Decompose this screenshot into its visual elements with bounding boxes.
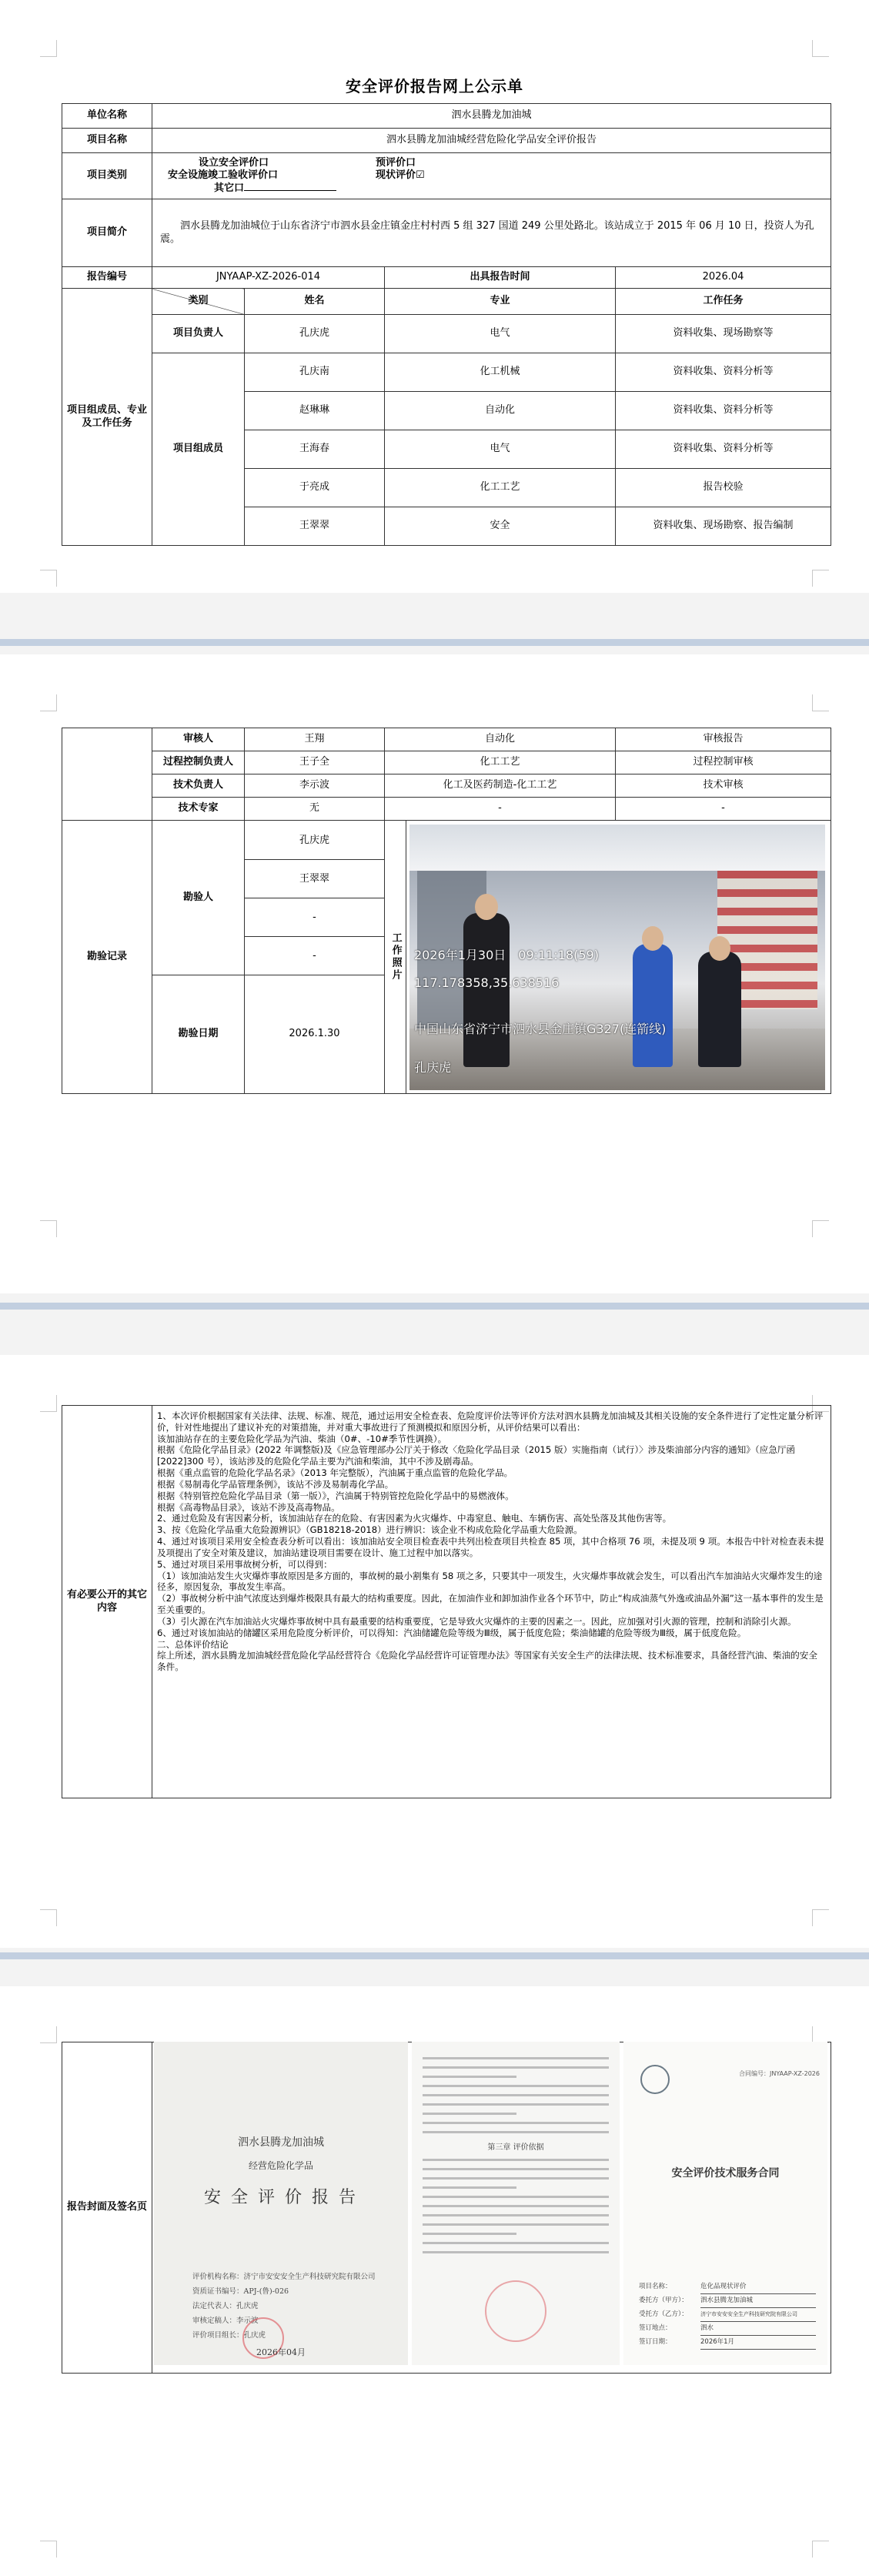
contract-field-label: 签订日期： bbox=[639, 2338, 672, 2346]
person bbox=[633, 944, 673, 1067]
content-table bbox=[62, 1405, 831, 1798]
member-name: 于亮成 bbox=[245, 469, 385, 507]
review-major: 化工及医药制造-化工工艺 bbox=[385, 774, 616, 798]
crop-mark bbox=[812, 1909, 829, 1926]
paragraph: 根据《高毒物品目录》，该站不涉及高毒物品。 bbox=[157, 1501, 340, 1513]
review-name: 王翔 bbox=[245, 728, 385, 751]
page-2 bbox=[0, 654, 869, 1293]
review-table bbox=[62, 728, 831, 1094]
crop-mark bbox=[812, 40, 829, 57]
crop-mark bbox=[812, 570, 829, 587]
cover-title: 安 全 评 价 报 告 bbox=[204, 2188, 358, 2207]
crop-mark bbox=[40, 1909, 57, 1926]
surveyor-name: 孔庆虎 bbox=[245, 821, 384, 860]
surveyor-name: 王翠翠 bbox=[245, 860, 384, 898]
contract-scan bbox=[623, 2042, 827, 2365]
cover-line: 资质证书编号：APJ-(鲁)-026 bbox=[192, 2287, 289, 2296]
cover-line: 评价项目组长：孔庆虎 bbox=[192, 2331, 266, 2340]
review-label: 审核人 bbox=[152, 728, 245, 751]
contract-field-value: 泗水县腾龙加油城 bbox=[700, 2294, 816, 2308]
leader-label: 项目负责人 bbox=[152, 315, 245, 353]
cover-unit: 泗水县腾龙加油城 bbox=[238, 2136, 324, 2149]
contract-field-value: 危化品现状评价 bbox=[700, 2280, 816, 2294]
contract-field-label: 受托方（乙方）： bbox=[639, 2310, 688, 2318]
review-task: 过程控制审核 bbox=[616, 751, 831, 774]
member-major: 化工工艺 bbox=[385, 469, 616, 507]
member-name: 孔庆虎 bbox=[245, 315, 385, 353]
project-name-label: 项目名称 bbox=[62, 129, 152, 153]
review-task: - bbox=[616, 798, 831, 821]
photo-watermark: 2026年1月30日 09:11:18(59) bbox=[414, 947, 599, 962]
member-task: 资料收集、现场勘察等 bbox=[616, 315, 831, 353]
report-no-value: JNYAAP-XZ-2026-014 bbox=[152, 267, 385, 289]
page-separator bbox=[0, 1293, 869, 1355]
paragraph: 根据《危险化学品目录》(2022 年调整版)及《应急管理部办公厅关于修改〈危险化学品目录（2015 版）实施指南（试行）〉涉及柴油部分内容的通知》（应急厅函[2022]300 号），该站涉及的危险化学品主要为汽油和柴油，其中不涉及剧毒品。 bbox=[157, 1444, 796, 1467]
member-major: 电气 bbox=[385, 430, 616, 469]
col-category: 类别 bbox=[152, 289, 245, 315]
crop-mark bbox=[812, 694, 829, 711]
page-title: 安全评价报告网上公示单 bbox=[346, 77, 523, 95]
type-option: 其它口 bbox=[214, 182, 245, 195]
type-option: 安全设施竣工验收评价口 bbox=[168, 169, 279, 181]
contract-field-value: 济宁市安安安全生产科技研究院有限公司 bbox=[700, 2308, 816, 2322]
cover-line: 法定代表人：孔庆虎 bbox=[192, 2302, 259, 2310]
issue-time-value: 2026.04 bbox=[616, 267, 831, 289]
member-name: 孔庆南 bbox=[245, 353, 385, 392]
review-task: 审核报告 bbox=[616, 728, 831, 751]
member-task: 资料收集、现场勘察、报告编制 bbox=[616, 507, 831, 546]
photo-label: 工作照片 bbox=[385, 821, 406, 1094]
page-separator bbox=[0, 1948, 869, 1986]
member-major: 电气 bbox=[385, 315, 616, 353]
photo-watermark: 117.178358,35.638516 bbox=[414, 975, 560, 990]
member-major: 自动化 bbox=[385, 392, 616, 430]
photo-watermark: 中国山东省济宁市泗水县金庄镇G327(连箭线) bbox=[414, 1021, 667, 1036]
review-major: - bbox=[385, 798, 616, 821]
paragraph: （2）事故树分析中油气浓度达到爆炸极限具有最大的结构重要度。因此，在加油作业和卸加油作业各个环节中，防止“构成油蒸气外逸或油品外漏”这一基本事件的发生是至关重要的。 bbox=[157, 1593, 824, 1616]
unit-value: 泗水县腾龙加油城 bbox=[152, 104, 831, 129]
survey-date: 2026.1.30 bbox=[289, 1027, 340, 1039]
paragraph: 5、通过对项目采用事故树分析，可以得到： bbox=[157, 1558, 333, 1570]
crop-mark bbox=[812, 2026, 829, 2043]
survey-label: 勘验记录 bbox=[62, 821, 152, 1094]
surveyor-label: 勘验人 bbox=[152, 821, 244, 975]
contract-field-value: 2026年1月 bbox=[700, 2336, 816, 2350]
report-no-label: 报告编号 bbox=[62, 267, 152, 289]
paragraph: 1、本次评价根据国家有关法律、法规、标准、规范，通过运用安全检查表、危险度评价法等评价方法对泗水县腾龙加油城及其相关设施的安全条件进行了定性定量分析评价，针对性地提出了建议补充的对策措施，并对重大事故进行了预测模拟和原因分析，从评价结果可以看出： bbox=[157, 1410, 824, 1433]
info-table bbox=[62, 103, 831, 546]
col-major: 专业 bbox=[385, 289, 616, 315]
review-name: 王子全 bbox=[245, 751, 385, 774]
page-3 bbox=[0, 1355, 869, 1948]
member-task: 报告校验 bbox=[616, 469, 831, 507]
review-label: 技术负责人 bbox=[152, 774, 245, 798]
col-task: 工作任务 bbox=[616, 289, 831, 315]
crop-mark bbox=[40, 2026, 57, 2043]
surveyor-name: - bbox=[245, 937, 384, 975]
type-option: 现状评价☑ bbox=[376, 169, 425, 181]
contract-field-label: 委托方（甲方）： bbox=[639, 2297, 688, 2304]
date-label: 勘验日期 bbox=[178, 1027, 219, 1039]
contract-field-value: 泗水 bbox=[700, 2322, 816, 2336]
project-type-options bbox=[152, 153, 831, 199]
paragraph: 二、总体评价结论 bbox=[157, 1638, 229, 1650]
col-name: 姓名 bbox=[245, 289, 385, 315]
type-option: 预评价口 bbox=[376, 156, 416, 169]
cover-line: 审核定稿人：李示波 bbox=[192, 2317, 259, 2325]
contract-field-label: 项目名称： bbox=[639, 2283, 672, 2290]
paragraph: 6、通过对该加油站的储罐区采用危险度分析评价，可以得知：汽油储罐危险等级为Ⅲ级，属于低度危险；柴油储罐的危险等级为Ⅲ级，属于低度危险。 bbox=[157, 1627, 747, 1638]
member-name: 赵琳琳 bbox=[245, 392, 385, 430]
review-major: 化工工艺 bbox=[385, 751, 616, 774]
paragraph: 根据《特别管控危险化学品目录（第一版）》，汽油属于特别管控危险化学品中的易燃液体。 bbox=[157, 1490, 514, 1501]
crop-mark bbox=[40, 40, 57, 57]
cover-date: 2026年04月 bbox=[256, 2347, 306, 2357]
signature-page-scan bbox=[412, 2042, 620, 2365]
paragraph: 根据《重点监管的危险化学品名录》（2013 年完整版），汽油属于重点监管的危险化学品。 bbox=[157, 1467, 513, 1479]
cover-line: 评价机构名称：济宁市安安安全生产科技研究院有限公司 bbox=[192, 2273, 376, 2281]
paragraph: 4、通过对该项目采用安全检查表分析可以看出：该加油站安全项目检查表中共列出检查项目共检查 85 项，其中合格项 76 项，未提及项 9 项。本报告中针对检查表未提及项提出了安全对策及建议，加油站建设项目需要在设计、施工过程中加以落实。 bbox=[157, 1536, 824, 1558]
contract-title: 安全评价技术服务合同 bbox=[671, 2167, 780, 2180]
crop-mark bbox=[812, 2541, 829, 2558]
paragraph: （1）该加油站发生火灾爆炸事故原因是多方面的，事故树的最小割集有 58 项之多，只要其中一项发生，火灾爆炸事故就会发生，可以看出汽车加油站火灾爆炸发生的途径多，原因复杂，事故发生率高。 bbox=[157, 1570, 823, 1593]
seal-stamp bbox=[485, 2280, 546, 2342]
report-cover-scan bbox=[154, 2042, 408, 2365]
paragraph: 3、按《危险化学品重大危险源辨识》（GB18218-2018）进行辨识：该企业不构成危险化学品重大危险源。 bbox=[157, 1524, 583, 1536]
surveyor-name: - bbox=[245, 898, 384, 937]
crop-mark bbox=[812, 1220, 829, 1237]
issue-time-label: 出具报告时间 bbox=[385, 267, 616, 289]
paragraph: 综上所述，泗水县腾龙加油城经营危险化学品经营符合《危险化学品经营许可证管理办法》等国家有关安全生产的法律法规、技术标准要求，具备经营汽油、柴油的安全条件。 bbox=[157, 1650, 817, 1673]
member-name: 王海春 bbox=[245, 430, 385, 469]
team-label: 项目组成员、专业及工作任务 bbox=[62, 289, 152, 546]
contract-no: 合同编号：JNYAAP-XZ-2026 bbox=[739, 2070, 820, 2077]
page-separator bbox=[0, 593, 869, 654]
review-label: 过程控制负责人 bbox=[152, 751, 245, 774]
cover-label: 报告封面及签名页 bbox=[62, 2042, 152, 2374]
members-label: 项目组成员 bbox=[152, 353, 245, 546]
crop-mark bbox=[40, 570, 57, 587]
paragraph: （3）引火源在汽车加油站火灾爆炸事故树中具有最重要的结构重要度，它是导致火灾爆炸的主要的因素之一。因此，应加强对引火源的管理，控制和消除引火源。 bbox=[157, 1615, 797, 1627]
member-major: 安全 bbox=[385, 507, 616, 546]
review-major: 自动化 bbox=[385, 728, 616, 751]
contract-logo bbox=[640, 2065, 670, 2094]
unit-label: 单位名称 bbox=[62, 104, 152, 129]
crop-mark bbox=[40, 1220, 57, 1237]
paragraph: 2、通过危险及有害因素分析，该加油站存在的危险、有害因素为火灾爆炸、中毒窒息、触电、车辆伤害、高处坠落及其他伤害等。 bbox=[157, 1513, 672, 1524]
crop-mark bbox=[40, 694, 57, 711]
member-major: 化工机械 bbox=[385, 353, 616, 392]
other-content-label: 有必要公开的其它内容 bbox=[62, 1406, 152, 1798]
sig-heading: 第三章 评价依据 bbox=[487, 2143, 544, 2152]
member-task: 资料收集、资料分析等 bbox=[616, 392, 831, 430]
project-name-value: 泗水县腾龙加油城经营危险化学品安全评价报告 bbox=[152, 129, 831, 153]
member-task: 资料收集、资料分析等 bbox=[616, 430, 831, 469]
paragraph: 根据《易制毒化学品管理条例》，该站不涉及易制毒化学品。 bbox=[157, 1478, 394, 1490]
project-type-label: 项目类别 bbox=[62, 153, 152, 199]
crop-mark bbox=[40, 1395, 57, 1412]
review-name: 无 bbox=[245, 798, 385, 821]
page-1 bbox=[0, 0, 869, 593]
contract-field-label: 签订地点： bbox=[639, 2324, 672, 2332]
member-task: 资料收集、资料分析等 bbox=[616, 353, 831, 392]
cover-sub: 经营危险化学品 bbox=[248, 2160, 313, 2171]
member-name: 王翠翠 bbox=[245, 507, 385, 546]
work-photo bbox=[409, 825, 825, 1090]
person bbox=[698, 952, 741, 1067]
photo-watermark: 孔庆虎 bbox=[414, 1059, 452, 1075]
review-name: 李示波 bbox=[245, 774, 385, 798]
type-option: 设立安全评价口 bbox=[199, 156, 269, 169]
crop-mark bbox=[40, 2541, 57, 2558]
overview-value: 泗水县腾龙加油城位于山东省济宁市泗水县金庄镇金庄村村西 5 组 327 国道 249 公里处路北。该站成立于 2015 年 06 月 10 日，投资人为孔震。 bbox=[152, 199, 831, 267]
review-task: 技术审核 bbox=[616, 774, 831, 798]
paragraph: 该加油站存在的主要危险化学品为汽油、柴油（0#、-10#季节性调换）。 bbox=[157, 1433, 447, 1444]
overview-label: 项目简介 bbox=[62, 199, 152, 267]
review-label: 技术专家 bbox=[152, 798, 245, 821]
other-content bbox=[152, 1406, 831, 1798]
